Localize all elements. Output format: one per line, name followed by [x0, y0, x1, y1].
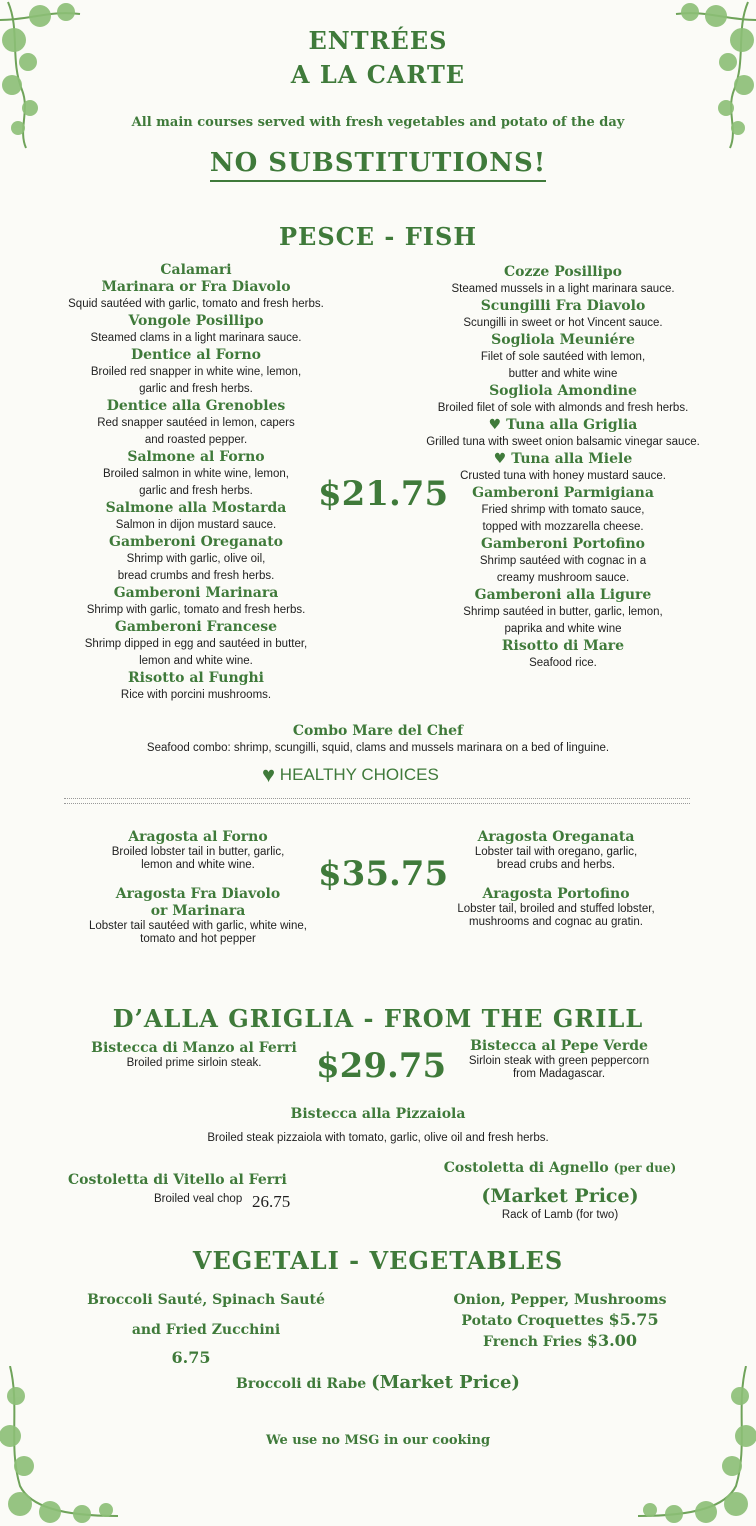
item-description: and roasted pepper.	[144, 434, 248, 446]
no-substitutions-text: NO SUBSTITUTIONS!	[210, 148, 546, 182]
item-name-text: Vongole Posillipo	[128, 313, 264, 329]
item-name-text: Gamberoni alla Ligure	[474, 587, 652, 603]
item-description: butter and white wine	[508, 368, 618, 380]
no-substitutions-banner	[0, 148, 756, 182]
item-name-text: Calamari	[160, 262, 232, 278]
item-name	[56, 500, 336, 517]
item-description: Scungilli in sweet or hot Vincent sauce.	[463, 317, 663, 329]
vegetables-right	[430, 1290, 690, 1352]
item-name	[418, 417, 708, 434]
item-description: Shrimp with garlic, tomato and fresh herbs.	[86, 604, 306, 616]
item-name	[418, 536, 708, 553]
lamb-description: Rack of Lamb (for two)	[501, 1209, 619, 1221]
item-description: lemon and white wine.	[141, 859, 255, 871]
item-name-text: Aragosta Fra Diavolo	[115, 886, 281, 902]
item-name	[418, 638, 708, 655]
item-description: Filet of sole sautéed with lemon,	[480, 351, 646, 363]
item-description: Broiled lobster tail in butter, garlic,	[111, 846, 285, 858]
item-description: topped with mozzarella cheese.	[482, 521, 644, 533]
menu-item	[56, 313, 336, 347]
item-description: lemon and white wine.	[139, 655, 253, 667]
menu-item	[56, 347, 336, 398]
item-description: Lobster tail, broiled and stuffed lobster,	[457, 903, 655, 915]
menu-item	[56, 619, 336, 670]
item-description: mushrooms and cognac au gratin.	[469, 916, 643, 928]
item-name-text: Dentice alla Grenobles	[106, 398, 286, 414]
menu-item	[418, 264, 708, 298]
rabe-name: Broccoli di Rabe	[236, 1376, 367, 1392]
item-name	[56, 347, 336, 364]
lobster-left-column	[78, 829, 318, 960]
item-name-line2: or Marinara	[150, 903, 246, 919]
pizzaiola-name: Bistecca alla Pizzaiola	[290, 1106, 466, 1122]
item-description-2: from Madagascar.	[512, 1068, 606, 1080]
item-name	[56, 670, 336, 687]
combo-name: Combo Mare del Chef	[292, 723, 464, 739]
veal-name: Costoletta di Vitello al Ferri	[68, 1172, 287, 1188]
menu-item	[56, 449, 336, 500]
menu-item	[418, 451, 708, 485]
lamb-name: Costoletta di Agnello	[443, 1160, 609, 1176]
veal-description: Broiled veal chop	[154, 1193, 243, 1205]
header-title-line1: ENTRÉES	[308, 26, 448, 55]
item-name	[436, 886, 676, 903]
menu-item	[56, 500, 336, 534]
menu-item	[418, 485, 708, 536]
item-description: bread crumbs and fresh herbs.	[117, 570, 275, 582]
heart-icon: ♥	[493, 451, 512, 467]
msg-note: We use no MSG in our cooking	[265, 1433, 491, 1448]
menu-item	[78, 886, 318, 946]
fries-name: French Fries	[483, 1334, 582, 1350]
item-name-text: Marinara or Fra Diavolo	[101, 279, 291, 295]
item-description: Crusted tuna with honey mustard sauce.	[460, 470, 666, 482]
broccoli-rabe	[0, 1374, 756, 1393]
menu-item	[418, 332, 708, 383]
item-description: Steamed clams in a light marinara sauce.	[90, 332, 302, 344]
item-description: creamy mushroom sauce.	[496, 572, 630, 584]
item-name	[56, 313, 336, 330]
lobster-price: $35.75	[318, 854, 449, 894]
fish-left-column	[56, 262, 336, 704]
item-name	[78, 886, 318, 903]
item-name	[418, 332, 708, 349]
menu-item	[436, 829, 676, 872]
item-description: Rice with porcini mushrooms.	[120, 689, 272, 701]
menu-item	[418, 383, 708, 417]
item-name-text: Gamberoni Portofino	[481, 536, 645, 552]
lamb-price: (Market Price)	[481, 1185, 639, 1207]
item-name	[56, 262, 336, 279]
item-name-text: Gamberoni Oreganato	[108, 534, 283, 550]
item-name-text: Aragosta al Forno	[128, 829, 268, 845]
heart-icon: ♥	[488, 417, 507, 433]
lamb-item	[430, 1160, 690, 1224]
menu-item	[56, 262, 336, 279]
item-name-text: Tuna alla Miele	[511, 451, 633, 467]
item-name-text: Dentice al Forno	[131, 347, 261, 363]
pizzaiola-description: Broiled steak pizzaiola with tomato, garlic, olive oil and fresh herbs.	[207, 1132, 549, 1144]
croquettes-price: $5.75	[608, 1310, 659, 1329]
lamb-per: (per due)	[613, 1161, 677, 1175]
item-name	[78, 829, 318, 846]
item-name-text: Sogliola Meuniére	[491, 332, 635, 348]
menu-item	[418, 417, 708, 451]
item-name-text: Risotto di Mare	[501, 638, 625, 654]
menu-item	[418, 638, 708, 672]
menu-item	[418, 536, 708, 587]
vegetables-left	[76, 1290, 336, 1367]
item-name-text: Salmone alla Mostarda	[105, 500, 287, 516]
item-description: Sirloin steak with green peppercorn	[468, 1055, 650, 1067]
item-name	[56, 279, 336, 296]
menu-item	[56, 279, 336, 313]
item-name-text: Tuna alla Griglia	[506, 417, 638, 433]
fish-section-title: PESCE - FISH	[278, 222, 477, 251]
item-name-text: Gamberoni Francese	[114, 619, 278, 635]
item-description: Shrimp sautéed with cognac in a	[479, 555, 647, 567]
item-description: Squid sautéed with garlic, tomato and fresh herbs.	[68, 298, 324, 310]
grill-section-title: D’ALLA GRIGLIA - FROM THE GRILL	[112, 1004, 644, 1033]
header-subtitle: All main courses served with fresh vegetables and potato of the day	[131, 115, 625, 130]
item-name-text: Gamberoni Parmigiana	[472, 485, 654, 501]
section-divider	[64, 798, 690, 804]
item-description: Shrimp dipped in egg and sautéed in butter,	[84, 638, 308, 650]
menu-item	[418, 587, 708, 638]
item-name	[56, 449, 336, 466]
healthy-choices-legend	[262, 762, 439, 788]
item-description: Red snapper sautéed in lemon, capers	[97, 417, 295, 429]
item-name	[418, 451, 708, 468]
veg-left-price: 6.75	[171, 1348, 211, 1367]
item-name	[418, 587, 708, 604]
item-name-text: Aragosta Oreganata	[477, 829, 635, 845]
item-description: Salmon in dijon mustard sauce.	[115, 519, 277, 531]
item-description: paprika and white wine	[504, 623, 622, 635]
menu-item	[78, 829, 318, 872]
item-name-text: Sogliola Amondine	[489, 383, 637, 399]
item-description: Lobster tail with oregano, garlic,	[474, 846, 638, 858]
item-description: garlic and fresh herbs.	[139, 383, 253, 395]
combo-description: Seafood combo: shrimp, scungilli, squid, clams and mussels marinara on a bed of linguine.	[146, 742, 610, 754]
healthy-choices-label: HEALTHY CHOICES	[279, 765, 439, 784]
item-description: bread crubs and herbs.	[496, 859, 616, 871]
item-name-text: Gamberoni Marinara	[113, 585, 279, 601]
item-description: Lobster tail sautéed with garlic, white wine,	[89, 920, 307, 932]
veg-right-line1: Onion, Pepper, Mushrooms	[453, 1292, 667, 1308]
item-name	[418, 298, 708, 315]
menu-item	[56, 670, 336, 704]
item-description: Steamed mussels in a light marinara sauce.	[451, 283, 675, 295]
item-description: Broiled filet of sole with almonds and fresh herbs.	[437, 402, 689, 414]
veal-price: 26.75	[252, 1192, 291, 1211]
item-name	[56, 619, 336, 636]
item-name: Bistecca al Pepe Verde	[470, 1038, 648, 1054]
item-description: Broiled prime sirloin steak.	[126, 1057, 262, 1069]
fish-right-column	[418, 264, 708, 672]
item-name-text: Scungilli Fra Diavolo	[480, 298, 646, 314]
vegetables-section-title: VEGETALI - VEGETABLES	[192, 1246, 564, 1275]
item-name	[436, 829, 676, 846]
menu-item	[56, 585, 336, 619]
item-name: Bistecca di Manzo al Ferri	[91, 1040, 297, 1056]
item-name-text: Aragosta Portofino	[482, 886, 630, 902]
item-name	[56, 534, 336, 551]
lobster-right-column	[436, 829, 676, 943]
menu-item	[56, 534, 336, 585]
item-description: Broiled red snapper in white wine, lemon,	[90, 366, 302, 378]
item-description: Fried shrimp with tomato sauce,	[481, 504, 645, 516]
fries-price: $3.00	[586, 1331, 637, 1350]
item-name-text: Risotto al Funghi	[128, 670, 264, 686]
item-description: garlic and fresh herbs.	[139, 485, 253, 497]
menu-item	[436, 886, 676, 929]
item-name-text: Cozze Posillipo	[504, 264, 622, 280]
menu-item	[418, 298, 708, 332]
veg-left-line1: Broccoli Sauté, Spinach Sauté	[87, 1292, 325, 1308]
grill-right-item	[454, 1038, 664, 1081]
menu-item	[56, 398, 336, 449]
header-title-line2: A LA CARTE	[290, 60, 466, 89]
item-name	[418, 485, 708, 502]
heart-icon: ♥	[262, 762, 276, 787]
item-name-text: Salmone al Forno	[127, 449, 265, 465]
rabe-price: (Market Price)	[371, 1372, 520, 1393]
grill-price: $29.75	[316, 1046, 447, 1086]
item-name	[418, 264, 708, 281]
item-description: Seafood rice.	[529, 657, 597, 669]
veg-left-line2: and Fried Zucchini	[131, 1322, 281, 1338]
item-description: Grilled tuna with sweet onion balsamic vinegar sauce.	[426, 436, 700, 448]
croquettes-name: Potato Croquettes	[461, 1313, 604, 1329]
item-description: Shrimp sautéed in butter, garlic, lemon,	[463, 606, 663, 618]
item-description: Broiled salmon in white wine, lemon,	[102, 468, 289, 480]
item-name	[56, 398, 336, 415]
fish-price: $21.75	[318, 474, 449, 514]
item-description: Shrimp with garlic, olive oil,	[126, 553, 266, 565]
grill-left-item	[84, 1040, 304, 1069]
item-description: tomato and hot pepper	[140, 933, 256, 945]
item-name	[418, 383, 708, 400]
item-name	[56, 585, 336, 602]
